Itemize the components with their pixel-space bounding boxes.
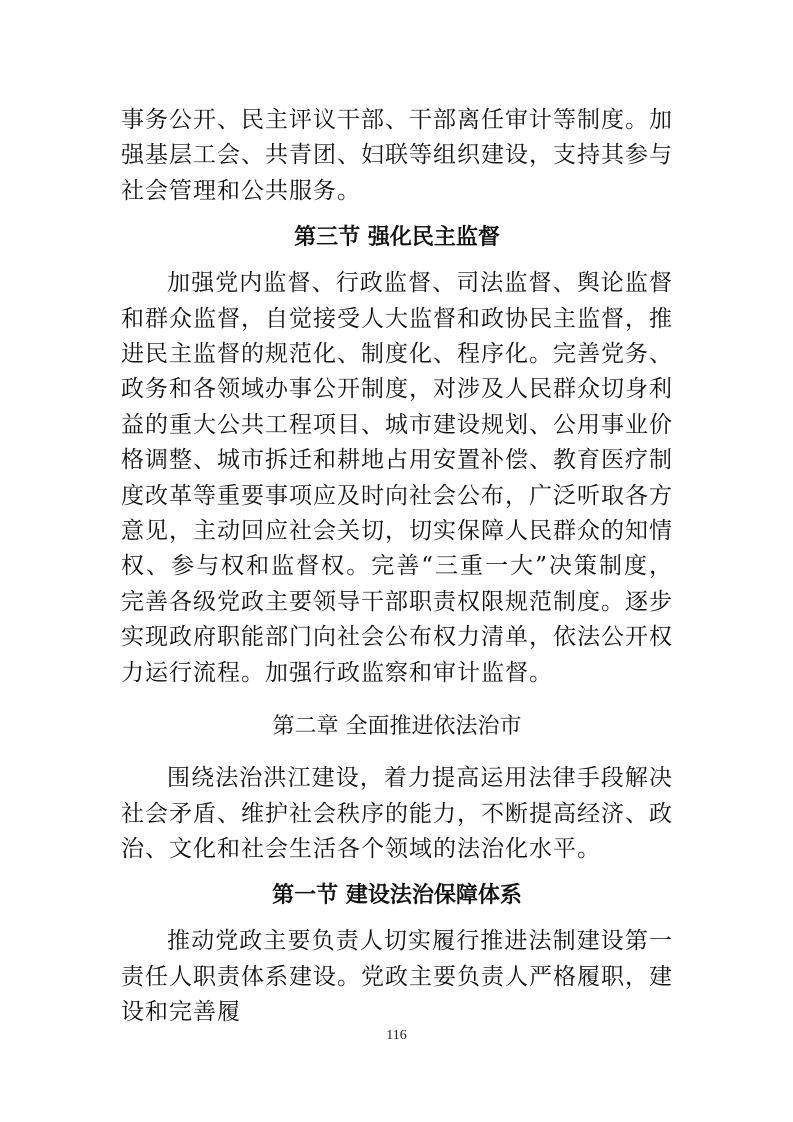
- continued-paragraph: 事务公开、民主评议干部、干部离任审计等制度。加强基层工会、共青团、妇联等组织建设，支持其参与社会管理和公共服务。: [121, 107, 673, 204]
- chapter-heading-2: 第二章 全面推进依法治市: [272, 714, 522, 740]
- section-heading-1: 第一节 建设法治保障体系: [272, 883, 522, 909]
- chapter-2-paragraph: 围绕法治洪江建设，着力提高运用法律手段解决社会矛盾、维护社会秩序的能力，不断提高经济、政治、文化和社会生活各个领域的法治化水平。: [121, 765, 673, 862]
- page-number: 116: [386, 1028, 407, 1043]
- section-1-paragraph: 推动党政主要负责人切实履行推进法制建设第一责任人职责体系建设。党政主要负责人严格履职，建设和完善履: [121, 928, 673, 1026]
- section-3-paragraph: 加强党内监督、行政监督、司法监督、舆论监督和群众监督，自觉接受人大监督和政协民主监督，推进民主监督的规范化、制度化、程序化。完善党务、政务和各领域办事公开制度，对涉及人民群众切身利益的重大公共工程项目、城市建设规划、公用事业价格调整、城市拆迁和耕地占用安置补偿、教育医疗制度改革等重要事项应及时向社会公布，广泛听取各方意见，主动回应社会关切，切实保障人民群众的知情权、参与权和监督权。完善“三重一大”决策制度，完善各级党政主要领导干部职责权限规范制度。逐步实现政府职能部门向社会公布权力清单，依法公开权力运行流程。加强行政监察和审计监督。: [121, 270, 673, 686]
- section-heading-3: 第三节 强化民主监督: [294, 225, 500, 251]
- page-content: [121, 103, 673, 1031]
